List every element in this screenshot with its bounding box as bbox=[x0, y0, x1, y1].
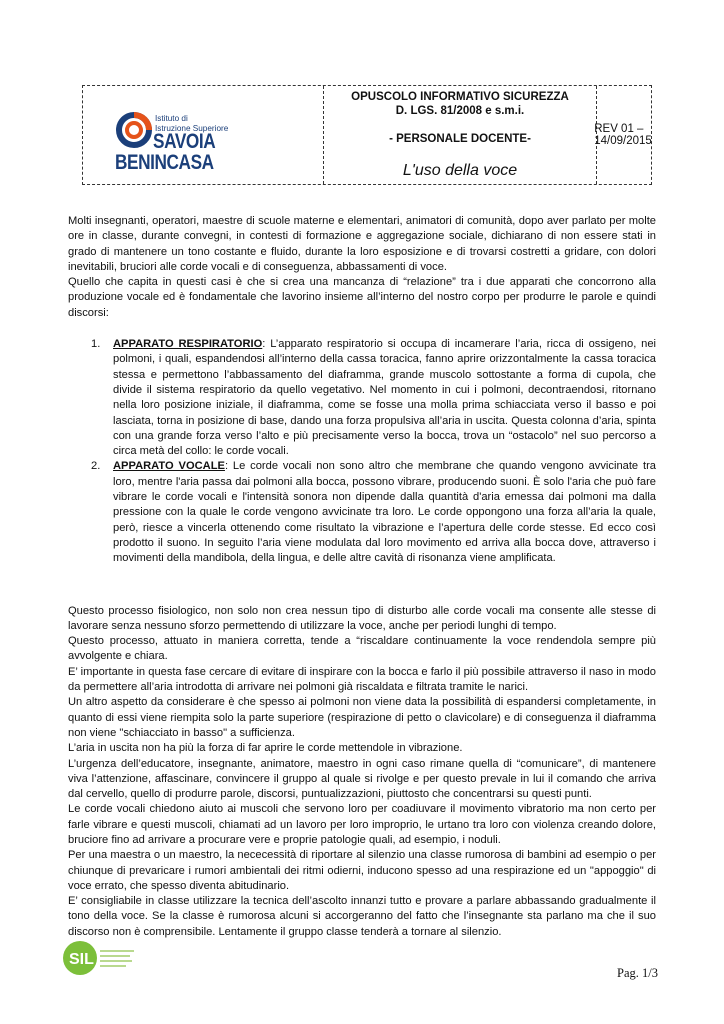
logo-name-line2: BENINCASA bbox=[115, 151, 214, 174]
document-header bbox=[82, 85, 652, 185]
document-body bbox=[68, 214, 656, 940]
header-law-reference: D. LGS. 81/2008 e s.m.i. bbox=[395, 105, 525, 117]
paragraph: L’aria in uscita non ha più la forza di far aprire le corde mettendole in vibrazione. bbox=[68, 742, 463, 755]
apparatus-list bbox=[68, 337, 656, 566]
revision-label: REV 01 – 14/09/2015 bbox=[594, 123, 652, 147]
list-item-text: : L’apparato respiratorio si occupa di incamerare l’aria, ricca di ossigeno, nei polmoni, i quali, espandendosi all’interno della cassa toracica, fanno aprire orizzontalmente la cassa toracica stessa e permettono l’abbassamento del diaframma, grande muscolo sottostante a forma di cupola, che divide il sistema respiratorio da quello vegetativo. Nel momento in cui i polmoni, decontraendosi, ritornano nella loro posizione iniziale, il diaframma, come se fosse una molla prima schiacciata verso il basso e poi lasciata, torna in posizione di base, dando una forza propulsiva all’aria in uscita. Questa colonna d’aria, spinta con una grande forza verso l’alto e più precisamente verso la bocca, trova un “ostacolo” nel suo percorso a circa metà del collo: le corde vocali. bbox=[113, 338, 656, 458]
logo-subtitle: Istituto di Istruzione Superiore bbox=[155, 114, 229, 133]
school-logo bbox=[83, 86, 323, 184]
paragraph: E’ consigliabile in classe utilizzare la tecnica dell’ascolto innanzi tutto e provare a parlare abbassando gradualmente il tono della voce. Se la classe è rumorosa alcuni si accorgeranno del fatto che l’insegnante sta parlano ma che il suo discorso non è comprensibile. Lentamente il gruppo classe tenderà a tornare al silenzio. bbox=[68, 895, 656, 938]
paragraph: Molti insegnanti, operatori, maestre di scuole materne e elementari, animatori di comunità, dopo aver parlato per molte ore in classe, durante convegni, in contesti di formazione e aggregazione sociale, dichiarano di non essere stati in grado di mantenere un tono costante e fluido, durante la loro esposizione e di trovarsi costretti a gridare, con dolori inevitabili, bruciori alle corde vocali e di conseguenza, abbassamenti di voce. bbox=[68, 215, 656, 273]
paragraph: Questo processo, attuato in maniera corretta, tende a “riscaldare continuamente la voce rendendola sempre più avvolgente e chiara. bbox=[68, 635, 656, 663]
footer-logo bbox=[60, 938, 138, 983]
paragraph: Per una maestra o un maestro, la nececessità di riportare al silenzio una classe rumorosa di bambini ad esempio o per chiunque di prevaricare i rumori ambientali dei ritmi odierni, inducono spesso ad una respirazione ed un "appoggio" di voce errato, che spesso diventa abitudinario. bbox=[68, 849, 656, 892]
paragraph: Quello che capita in questi casi è che si crea una mancanza di “relazione” tra i due apparati che concorrono alla produzione vocale ed è fondamentale che lavorino insieme all’interno del nostro corpo per produrre le parole e quindi discorsi: bbox=[68, 276, 656, 319]
list-item bbox=[68, 459, 656, 566]
list-item-heading: APPARATO VOCALE bbox=[113, 460, 225, 473]
header-audience: - PERSONALE DOCENTE- bbox=[389, 133, 531, 145]
list-number: 1. bbox=[91, 338, 101, 351]
page-number: Pag. 1/3 bbox=[617, 966, 658, 980]
header-revision-cell bbox=[595, 86, 651, 184]
list-item-text: : Le corde vocali non sono altro che membrane che quando vengono avvicinate tra loro, mentre l'aria passa dai polmoni alla bocca, possono vibrare, producendo suoni. È solo l'aria che può fare vibrare le corde vocali e l'intensità sonora non dipende dalla quantità d'aria emessa dai polmoni ma dalla pressione con la quale le corde vengono avvicinate tra loro. Le corde oppongono una forza all’aria la quale, però, riesce a vincerla ottenendo come risultato la vibrazione e l’apertura delle corde stesse. Ed ecco così prodotto il suono. In seguito l’aria viene modulata dal loro movimento ed arriva alla bocca dove, attraverso i movimenti della mandibola, della lingua, e delle altre cavità di risonanza viene amplificata. bbox=[113, 460, 656, 565]
header-subject: L'uso della voce bbox=[402, 162, 518, 179]
list-item-heading: APPARATO RESPIRATORIO bbox=[113, 338, 263, 351]
paragraph: E’ importante in questa fase cercare di evitare di inspirare con la bocca e farlo il più possibile attraverso il naso in modo da permettere all’aria introdotta di arrivare nei polmoni già riscaldata e filtrata tramite le narici. bbox=[68, 665, 656, 694]
logo-name-line1: SAVOIA bbox=[153, 130, 216, 153]
list-number: 2. bbox=[91, 460, 101, 473]
header-title: OPUSCOLO INFORMATIVO SICUREZZA bbox=[351, 91, 569, 103]
paragraph: Un altro aspetto da considerare è che spesso ai polmoni non viene data la possibilità di espandersi completamente, in quanto di essi viene riempita solo la parte superiore (respirazione di petto o clavicolare) e di conseguenza il diaframma non viene "schiacciato in basso" a sufficienza. bbox=[68, 696, 656, 739]
logo-ring-icon bbox=[115, 111, 153, 149]
paragraph: L’urgenza dell’educatore, insegnante, animatore, maestro in ogni caso rimane quella di “comunicare”, di mantenere viva l’attenzione, affascinare, convincere il gruppo al quale si rivolge e per questo prevale in lui il comando che arriva dal cervello, quello di produrre parole, discorsi, puntualizzazioni, piuttosto che concentrarsi su questi punti. bbox=[68, 757, 656, 801]
sil-logo-icon bbox=[60, 938, 138, 978]
paragraph: Le corde vocali chiedono aiuto ai muscoli che servono loro per coadiuvare il movimento vibratorio ma non certo per farle vibrare e questi muscoli, chiamati ad un lavoro per loro improprio, le urtano tra loro con violenza creando dolore, bruciore fino ad arrivare a procurare vere e proprie patologie quali, ad esempio, i noduli. bbox=[68, 803, 656, 846]
sil-logo-text: SIL bbox=[69, 951, 94, 968]
header-title-block bbox=[323, 86, 597, 184]
list-item bbox=[68, 337, 656, 459]
paragraph: Questo processo fisiologico, non solo non crea nessun tipo di disturbo alle corde vocali ma consente alle stesse di lavorare senza nessuno sforzo permettendo di utilizzare la voce, anche per periodi lunghi di tempo. bbox=[68, 604, 656, 632]
